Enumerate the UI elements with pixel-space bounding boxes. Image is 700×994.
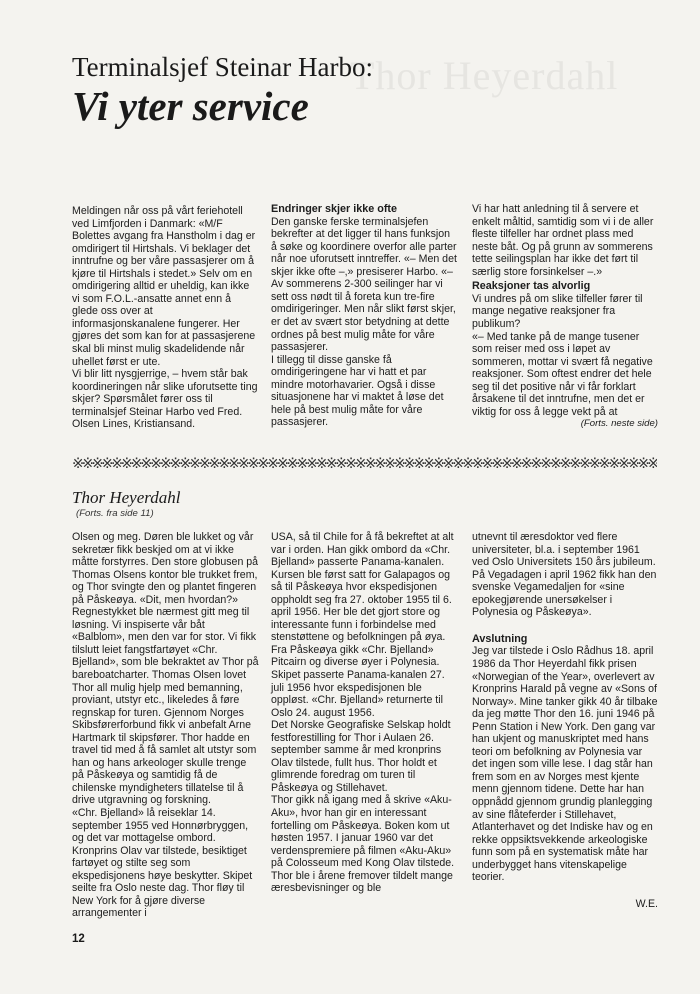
section-heading: Endringer skjer ikke ofte <box>271 203 398 215</box>
headline: Terminalsjef Steinar Harbo: <box>72 52 374 82</box>
paragraph: Den ganske ferske terminalsjefen bekrefter at det ligger til hans funksjon å søke og koordinere overfor alle parter når noe uforutsett inntreffer. «– Men det skjer ikke ofte –,» presiserer Harbo. «– Av sommerens 2-300 seilinger har vi sett oss nødt til å foreta kun tre-fire omdirigeringer. Men når slikt først skjer, er det av svært stor betydning at dette ordnes på best mulig måte for våre passasjerer. <box>271 215 457 354</box>
page-number: 12 <box>72 933 85 945</box>
paragraph: Jeg var tilstede i Oslo Rådhus 18. april 1986 da Thor Heyerdahl fikk prisen «Norwegian of the Year», overlevert av Kronprins Harald på vegne av «Sons of Norway». Mine tanker gikk 40 år tilbake da jeg møtte Thor den 16. juni 1946 på Penn Station i New York. Den gang var han ukjent og manuskriptet med hans teori om befolkning av Polynesia var det ingen som ville lese. I dag står han frem som en av Norges mest kjente menn gjennom tidene. Dette har han oppnådd gjennom grundig planlegging av sine flåteferder i Stillehavet, Atlanterhavet og det Indiske hav og en rekke oppsiktsvekkende arkeologiske funn som på en systematisk måte har underbygget hans vitenskapelige teorier. <box>472 645 658 884</box>
paragraph: «Chr. Bjelland» lå reiseklar 14. september 1955 ved Honnørbryggen, og det var mottagelse ombord. Kronprins Olav var tilstede, besiktiget fartøyet og stilte seg som ekspedisjonens høye beskytter. Skipet seilte fra Oslo neste dag. Thor fløy til New York for å gjøre diverse arrangementer i <box>72 807 253 920</box>
ghost-heading: Thor Heyerdahl <box>350 53 619 98</box>
paragraph: Vi har hatt anledning til å servere et enkelt måltid, samtidig som vi i de aller fleste tilfeller har ordnet plass med neste båt. Og på grunn av sommerens tette seilingsplan har ikke det ført til særlig store forsinkelser –.» <box>472 203 654 278</box>
subheadline: Vi yter service <box>72 83 309 129</box>
section-title: Thor Heyerdahl <box>72 488 181 507</box>
paragraph: Thor gikk nå igang med å skrive «Aku-Aku», hvor han gir en interessant fortelling om Påskeøya. Boken kom ut høsten 1957. I januar 1960 var det verdenspremiere på filmen «Aku-Aku» på Colosseum med Kong Olav tilstede. <box>271 794 455 870</box>
paragraph: Vi blir litt nysgjerrige, – hvem står bak koordineringen når slike uforutsette ting skjer? Spørsmålet fører oss til terminalsjef Steinar Harbo ved Fred. Olsen Lines, Kristiansand. <box>72 368 258 431</box>
paragraph: Thor ble i årene fremover tildelt mange æresbevisninger og ble <box>271 869 453 895</box>
continued-note: (Forts. neste side) <box>580 418 658 430</box>
article2-column-2 <box>271 531 458 895</box>
paragraph: Det Norske Geografiske Selskap holdt festforestilling for Thor i Aulaen 26. september samme år med kronprins Olav tilstede, fullt hus. Thor holdt et glimrende foredrag om turen til Påskeøya og Stillehavet. <box>271 719 451 794</box>
article1-column-2 <box>271 203 458 429</box>
continued-from-note: (Forts. fra side 11) <box>76 508 154 519</box>
paragraph: utnevnt til æresdoktor ved flere universiteter, bl.a. i september 1961 ved Oslo Universitets 150 års jubileum. På Vegadagen i april 1962 fikk han den svenske Vegamedaljen for «sine epokegjørende unersøkelser i Polynesia og Påskeøya». <box>472 531 657 619</box>
article2-column-3 <box>472 531 658 910</box>
article2-column-1 <box>72 531 259 920</box>
paragraph: Meldingen når oss på vårt feriehotell ved Limfjorden i Danmark: «M/F Bolettes avgang fra Hanstholm i dag er omdirigert til Hirtshals. Vi beklager det inntrufne og ber våre passasjerer om å kjøre til Hirtshals i stedet.» Selv om en omdirigering alltid er uheldig, kan ikke vi som F.O.L.-ansatte annet enn å glede oss over at informasjonskanalene fungerer. Her gjøres det som kan for at passasjerene skal bli minst mulig skadelidende når uhellet først er ute. <box>72 205 256 368</box>
paragraph: Olsen og meg. Døren ble lukket og vår sekretær fikk beskjed om at vi ikke måtte forstyrres. Den store globusen på Thomas Olsens kontor ble trukket frem, og Thor svingte den og plantet fingeren på Påskeøya. «Dit, men hvordan?» Regnestykket ble nærmest gitt meg til løsning. Vi inspiserte vår båt «Balblom», men den var for stor. Vi fikk tilslutt leiet fangstfartøyet «Chr. Bjelland», som ble bekraktet av Thor på bareboatcharter. Thomas Olsen lovet Thor all mulig hjelp med bemanning, proviant, utstyr etc., likeledes å føre regnskap for turen. Gjennom Norges Skibsførerforbund fikk vi anbefalt Arne Hartmark til skipsfører. Thor hadde en travel tid med å få samlet alt utstyr som han og hans arkeologer skulle trenge på Påskeøya og samtidig få de chilenske myndigheters tillatelse til å drive utgravning og forskning. <box>72 531 259 807</box>
paragraph: Vi undres på om slike tilfeller fører til mange negative reaksjoner fra publikum? <box>472 292 643 330</box>
paragraph: «– Med tanke på de mange tusener som reiser med oss i løpet av sommeren, mottar vi svært få negative reaksjoner. Som oftest endrer det hele seg til det positive når vi får forklart årsakene til det inntrufne, men det er viktig for oss å legge vekt på at <box>472 330 653 418</box>
article1-column-1 <box>72 205 258 431</box>
article1-column-3 <box>472 203 658 431</box>
author-signature: W.E. <box>635 897 658 910</box>
section-heading: Avslutning <box>472 632 528 645</box>
section-heading: Reaksjoner tas alvorlig <box>472 280 591 293</box>
paragraph: I tillegg til disse ganske få omdirigeringene har vi hatt et par mindre motorhavarier. Også i disse situasjonene har vi maktet å løse det hele på best mulig måte for våre passasjerer. <box>271 353 444 429</box>
paragraph: USA, så til Chile for å få bekreftet at alt var i orden. Han gikk ombord da «Chr. Bjelland» passerte Panama-kanalen. Kursen ble først satt for Galapagos og så til Påskeøya hvor ekspedisjonen oppholdt seg fra 27. oktober 1955 til 6. april 1956. Her ble det gjort store og interessante funn i forbindelse med stenstøttene og befolkningen på øya. Fra Påskeøya gikk «Chr. Bjelland» Pitcairn og diverse øyer i Polynesia. Skipet passerte Panama-kanalen 27. juli 1956 hvor ekspedisjonen ble oppløst. «Chr. Bjelland» returnerte til Oslo 24. august 1956. <box>271 531 454 719</box>
ornament-divider: ※※※※※※※※※※※※※※※※※※※※※※※※※※※※※※※※※※※※※※※※※※※※※※※※※※※※※※※※※※※※ <box>72 456 657 472</box>
